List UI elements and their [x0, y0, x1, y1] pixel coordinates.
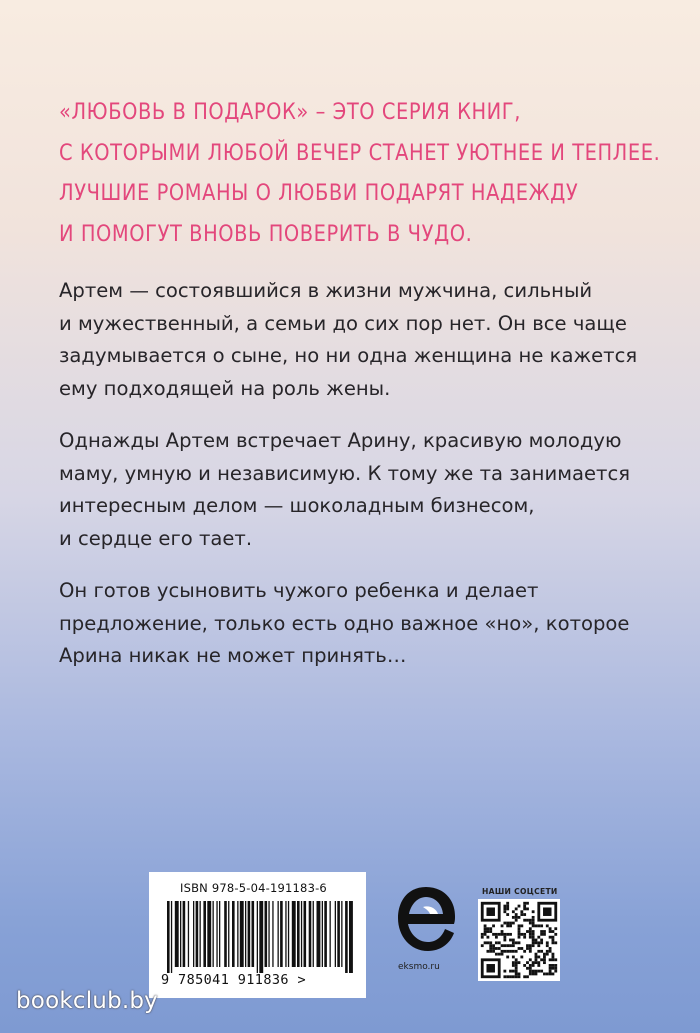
series-line: «ЛЮБОВЬ В ПОДАРОК» – ЭТО СЕРИЯ КНИГ,	[59, 99, 521, 125]
blurb-line: Арина никак не может принять…	[59, 644, 407, 667]
isbn-barcode-panel	[149, 872, 366, 998]
blurb-line: и мужественный, а семьи до сих пор нет. Он все чаще	[59, 311, 627, 335]
blurb-paragraph	[59, 575, 689, 673]
blurb-line: и сердце его тает.	[59, 526, 253, 550]
barcode-digits: 9 785041 911836 >	[161, 972, 306, 988]
blurb-line: Артем — состоявшийся в жизни мужчина, сильный	[59, 279, 593, 302]
blurb-line: интересным делом — шоколадным бизнесом,	[59, 494, 535, 517]
blurb-line: задумывается о сыне, но ни одна женщина не кажется	[59, 344, 638, 367]
social-label: НАШИ СОЦСЕТИ	[482, 887, 558, 896]
eksmo-logo-icon	[396, 885, 456, 953]
blurb-line: предложение, только есть одно важное «но», которое	[59, 611, 630, 635]
qr-code-icon	[478, 899, 560, 981]
blurb-paragraph	[59, 425, 689, 555]
publisher-site: eksmo.ru	[398, 962, 440, 972]
store-watermark: bookclub.by	[16, 988, 158, 1014]
blurb-line: маму, умную и независимую. К тому же та занимается	[59, 461, 631, 485]
blurb-line: Однажды Артем встречает Арину, красивую молодую	[59, 429, 622, 452]
book-blurb	[59, 275, 689, 693]
blurb-line: ему подходящей на роль жены.	[59, 376, 391, 400]
isbn-label: ISBN 978-5-04-191183-6	[180, 881, 327, 895]
series-description	[59, 92, 659, 254]
series-line: С КОТОРЫМИ ЛЮБОЙ ВЕЧЕР СТАНЕТ УЮТНЕЕ И ТЕПЛЕЕ.	[59, 139, 661, 166]
series-line: И ПОМОГУТ ВНОВЬ ПОВЕРИТЬ В ЧУДО.	[59, 220, 473, 247]
blurb-paragraph	[59, 275, 689, 405]
barcode	[165, 901, 353, 973]
blurb-line: Он готов усыновить чужого ребенка и делает	[59, 579, 539, 602]
series-line: ЛУЧШИЕ РОМАНЫ О ЛЮБВИ ПОДАРЯТ НАДЕЖДУ	[59, 180, 579, 206]
